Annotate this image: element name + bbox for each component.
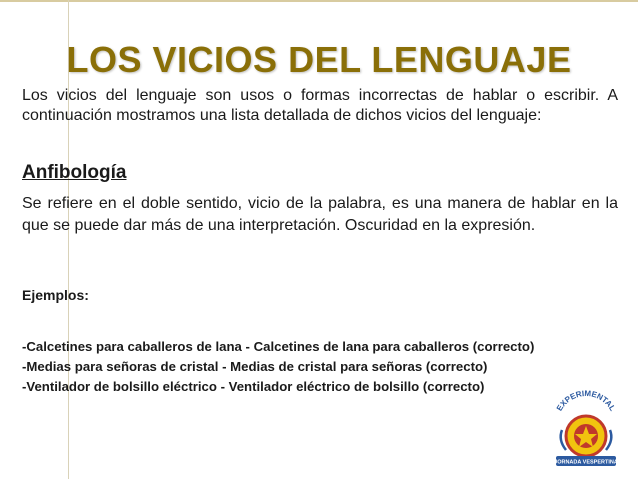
definition-paragraph: Se refiere en el doble sentido, vicio de la palabra, es una manera de hablar en la que se puede dar más de una interpretación. Oscuridad en la expresión. — [22, 195, 618, 234]
decorative-top-line — [0, 0, 638, 2]
emblem-bottom-text: JORNADA VESPERTINA — [554, 459, 618, 466]
school-crest-icon — [548, 390, 624, 470]
section-heading: Anfibología — [22, 162, 127, 183]
example-item: -Calcetines para caballeros de lana - Calcetines de lana para caballeros (correcto) — [22, 339, 535, 354]
intro-paragraph: Los vicios del lenguaje son usos o formas incorrectas de hablar o escribir. A continuación mostramos una lista detallada de dichos vicios del lenguaje: — [22, 87, 618, 124]
svg-text:EXPERIMENTAL — [555, 390, 617, 413]
examples-label: Ejemplos: — [22, 287, 89, 303]
examples-list — [22, 337, 622, 397]
emblem-top-text: EXPERIMENTAL — [554, 390, 618, 413]
example-item: -Ventilador de bolsillo eléctrico - Ventilador eléctrico de bolsillo (correcto) — [22, 379, 485, 394]
example-item: -Medias para señoras de cristal - Medias de cristal para señoras (correcto) — [22, 359, 488, 374]
slide-title: LOS VICIOS DEL LENGUAJE — [66, 39, 572, 80]
